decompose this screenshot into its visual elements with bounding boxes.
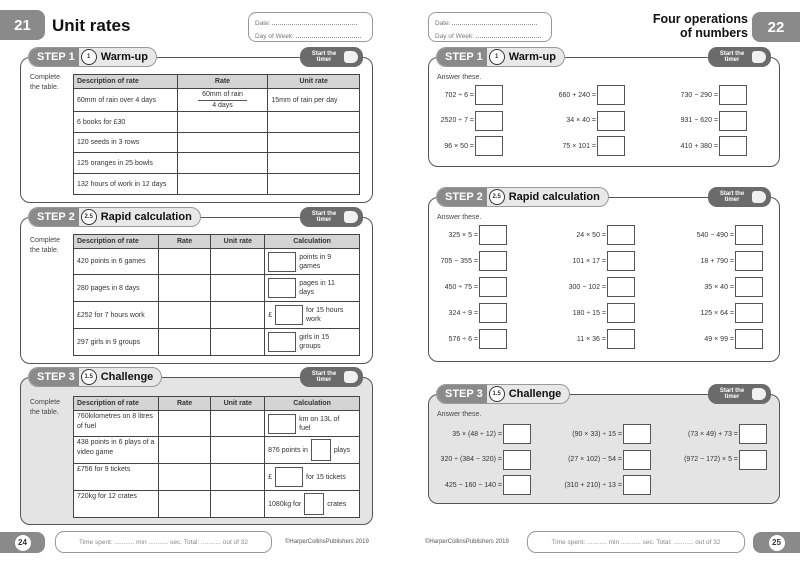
description-cell: 125 oranges in 25 bowls bbox=[74, 153, 178, 174]
rate-cell[interactable] bbox=[158, 275, 211, 302]
answer-box[interactable] bbox=[719, 136, 747, 156]
equation bbox=[448, 225, 507, 245]
stopwatch-icon: 1.5 bbox=[81, 369, 97, 385]
calculation bbox=[268, 414, 356, 434]
rate-cell[interactable] bbox=[158, 464, 211, 491]
timer-label: Start the timer bbox=[311, 370, 337, 383]
equation bbox=[572, 424, 651, 444]
time-spent-box[interactable]: Time spent: ........... min ........... sec. Total: ........... out of 32 bbox=[55, 531, 272, 553]
equation-text: 425 − 160 − 140 = bbox=[444, 481, 502, 489]
answer-box[interactable] bbox=[735, 225, 763, 245]
description-cell: £252 for 7 hours work bbox=[74, 302, 159, 329]
unit-rate-cell[interactable] bbox=[211, 329, 265, 356]
table-row bbox=[74, 89, 360, 112]
calc-suffix: plays bbox=[333, 446, 351, 454]
stopwatch-icon: 1.5 bbox=[489, 386, 505, 402]
answer-box[interactable] bbox=[275, 305, 303, 325]
stopwatch-icon: 2.5 bbox=[81, 209, 97, 225]
start-timer-button[interactable] bbox=[300, 367, 363, 387]
answer-box[interactable] bbox=[739, 450, 767, 470]
equation bbox=[563, 136, 625, 156]
calc-prefix: £ bbox=[268, 473, 273, 481]
equation-text: 540 − 490 = bbox=[696, 231, 734, 239]
date-field[interactable] bbox=[452, 24, 537, 25]
step-header bbox=[436, 384, 570, 404]
column-header: Description of rate bbox=[74, 75, 178, 89]
equation bbox=[568, 450, 651, 470]
page-number: 25 bbox=[769, 535, 785, 551]
equation bbox=[444, 136, 503, 156]
answer-box[interactable] bbox=[268, 414, 296, 434]
step-header bbox=[28, 207, 201, 227]
equation-text: 24 × 50 = bbox=[576, 231, 606, 239]
step-label: STEP 3 bbox=[437, 385, 487, 403]
step-label: STEP 2 bbox=[29, 208, 79, 226]
equation-text: 325 × 5 = bbox=[448, 231, 478, 239]
calculation-cell bbox=[265, 275, 360, 302]
step-header bbox=[28, 47, 157, 67]
equation-text: 730 − 290 = bbox=[680, 91, 718, 99]
calc-suffix: km on 13L of fuel bbox=[299, 415, 340, 432]
step-name: Challenge bbox=[508, 388, 562, 400]
unit-rate-cell[interactable] bbox=[268, 133, 360, 153]
answer-box[interactable] bbox=[607, 303, 635, 323]
calc-prefix: 1080kg for bbox=[268, 500, 302, 508]
equation bbox=[704, 329, 763, 349]
date-box: Date: Day of Week: bbox=[248, 12, 373, 42]
calc-suffix: girls in 15 groups bbox=[299, 334, 330, 350]
unit-rate-cell[interactable] bbox=[211, 491, 265, 518]
stopwatch-icon: 1 bbox=[489, 49, 505, 65]
table-row bbox=[74, 329, 360, 356]
equation bbox=[441, 251, 507, 271]
answer-box[interactable] bbox=[597, 85, 625, 105]
equation bbox=[559, 85, 625, 105]
rate-fraction bbox=[181, 90, 265, 111]
table-row bbox=[74, 275, 360, 302]
calc-prefix: £ bbox=[268, 311, 273, 319]
column-header: Rate bbox=[158, 397, 211, 411]
calculation bbox=[268, 332, 356, 352]
equation-text: 34 × 40 = bbox=[566, 117, 596, 124]
answer-box[interactable] bbox=[475, 136, 503, 156]
step-label: STEP 2 bbox=[437, 188, 487, 206]
equation bbox=[452, 424, 531, 444]
unit-rate-cell[interactable] bbox=[268, 153, 360, 174]
equation-text: 125 × 64 = bbox=[700, 309, 734, 317]
equation-text: (972 − 172) × 5 = bbox=[684, 456, 738, 463]
instruction: Complete the table. bbox=[30, 74, 60, 91]
date-box: Date: Day of Week: bbox=[428, 12, 552, 42]
calc-suffix: for 15 tickets bbox=[306, 473, 346, 481]
page-number: 24 bbox=[15, 535, 31, 551]
page-title: Four operations of numbers bbox=[652, 12, 748, 40]
equation bbox=[564, 475, 651, 495]
equation-text: 35 × (48 ÷ 12) = bbox=[452, 430, 502, 438]
answer-box[interactable] bbox=[719, 85, 747, 105]
description-cell: 120 seeds in 3 rows bbox=[74, 133, 178, 153]
answer-box[interactable] bbox=[475, 111, 503, 131]
description-cell: £756 for 9 tickets bbox=[74, 464, 159, 491]
answer-box[interactable] bbox=[607, 251, 635, 271]
calculation bbox=[268, 439, 356, 461]
equation bbox=[681, 136, 747, 156]
calc-prefix: 876 points in bbox=[268, 446, 308, 454]
pointing-hand-icon bbox=[344, 371, 358, 383]
stopwatch-icon: 1 bbox=[81, 49, 97, 65]
unit-rate-cell[interactable] bbox=[268, 112, 360, 133]
calc-suffix: points in 9 games bbox=[299, 253, 332, 270]
step-label: STEP 1 bbox=[29, 48, 79, 66]
answer-box[interactable] bbox=[503, 424, 531, 444]
answer-box[interactable] bbox=[503, 475, 531, 495]
description-cell: 720kg for 12 crates bbox=[74, 491, 159, 518]
equation bbox=[701, 303, 763, 323]
equation bbox=[573, 303, 635, 323]
equation-text: 35 × 40 = bbox=[704, 283, 734, 291]
description-cell: 438 points in 6 plays of a video game bbox=[74, 437, 159, 464]
step-name: Rapid calculation bbox=[508, 191, 600, 203]
rate-cell[interactable] bbox=[177, 112, 268, 133]
calculation bbox=[268, 252, 356, 272]
table-row bbox=[74, 133, 360, 153]
answer-box[interactable] bbox=[739, 424, 767, 444]
equation-text: 576 ÷ 6 = bbox=[448, 335, 478, 343]
answer-box[interactable] bbox=[268, 252, 296, 272]
step-name: Warm-up bbox=[100, 51, 148, 63]
equation bbox=[445, 85, 503, 105]
calculation bbox=[268, 493, 356, 515]
start-timer-button[interactable] bbox=[300, 207, 363, 227]
column-header: Unit rate bbox=[211, 235, 265, 249]
page-number-tab bbox=[753, 532, 800, 553]
answer-box[interactable] bbox=[268, 332, 296, 352]
calc-suffix: for 15 hours work bbox=[306, 307, 344, 323]
equation-text: (27 × 102) − 54 = bbox=[568, 456, 622, 463]
step-name: Warm-up bbox=[508, 51, 556, 63]
column-header: Rate bbox=[158, 235, 211, 249]
answer-box[interactable] bbox=[607, 329, 635, 349]
stopwatch-icon: 2.5 bbox=[489, 189, 505, 205]
timer-label: Start the timer bbox=[311, 50, 337, 63]
rates-table bbox=[73, 396, 360, 518]
calc-suffix: crates bbox=[327, 500, 347, 508]
step-header bbox=[436, 187, 609, 207]
rate-cell[interactable] bbox=[177, 89, 268, 112]
answer-box[interactable] bbox=[479, 225, 507, 245]
answer-box[interactable] bbox=[735, 251, 763, 271]
equation bbox=[566, 111, 625, 131]
instruction: Answer these. bbox=[437, 74, 482, 81]
equation bbox=[449, 303, 507, 323]
answer-box[interactable] bbox=[623, 475, 651, 495]
rate-cell[interactable] bbox=[158, 411, 211, 437]
copyright: ©HarperCollinsPublishers 2019 bbox=[425, 539, 509, 545]
answer-box[interactable] bbox=[735, 303, 763, 323]
equation-text: 320 ÷ (384 − 320) = bbox=[440, 456, 502, 463]
answer-box[interactable] bbox=[623, 450, 651, 470]
equation-text: 180 ÷ 15 = bbox=[572, 309, 606, 317]
rate-cell[interactable] bbox=[158, 491, 211, 518]
answer-box[interactable] bbox=[719, 111, 747, 131]
unit-rate-cell[interactable] bbox=[211, 249, 265, 275]
answer-box[interactable] bbox=[479, 251, 507, 271]
table-row bbox=[74, 491, 360, 518]
rate-cell[interactable] bbox=[177, 153, 268, 174]
calculation-cell bbox=[265, 302, 360, 329]
instruction: Complete the table. bbox=[30, 399, 60, 416]
unit-rate-cell[interactable] bbox=[211, 411, 265, 437]
description-cell: 6 books for £30 bbox=[74, 112, 178, 133]
equation-text: 705 − 355 = bbox=[440, 257, 478, 265]
equation-text: 660 + 240 = bbox=[558, 91, 596, 99]
unit-rate-cell[interactable] bbox=[211, 302, 265, 329]
calculation-cell bbox=[265, 411, 360, 437]
calc-suffix: pages in 11 days bbox=[299, 280, 335, 296]
column-header: Unit rate bbox=[268, 75, 360, 89]
rate-cell[interactable] bbox=[158, 437, 211, 464]
answer-box[interactable] bbox=[275, 467, 303, 487]
answer-box[interactable] bbox=[597, 136, 625, 156]
unit-number-tab: 22 bbox=[752, 12, 800, 42]
page-number-tab bbox=[0, 532, 45, 553]
equation-text: 702 ÷ 6 = bbox=[444, 91, 474, 99]
equation-text: 18 + 790 = bbox=[700, 257, 734, 265]
answer-box[interactable] bbox=[607, 225, 635, 245]
equation-text: (310 + 210) ÷ 13 = bbox=[564, 481, 622, 489]
date-field[interactable] bbox=[272, 24, 357, 25]
table-row bbox=[74, 112, 360, 133]
unit-rate-cell[interactable] bbox=[211, 464, 265, 491]
answer-box[interactable] bbox=[479, 329, 507, 349]
equation bbox=[573, 251, 635, 271]
table-row bbox=[74, 464, 360, 491]
equation bbox=[445, 277, 507, 297]
table-row bbox=[74, 153, 360, 174]
calculation-cell bbox=[265, 249, 360, 275]
calculation-cell bbox=[265, 464, 360, 491]
step-name: Rapid calculation bbox=[100, 211, 192, 223]
instruction: Complete the table. bbox=[30, 237, 60, 254]
equation-text: (90 × 33) ÷ 15 = bbox=[572, 430, 622, 438]
pointing-hand-icon bbox=[752, 191, 766, 203]
instruction: Answer these. bbox=[437, 214, 482, 221]
equation bbox=[569, 277, 635, 297]
rate-cell[interactable] bbox=[177, 174, 268, 195]
unit-rate-cell[interactable] bbox=[268, 174, 360, 195]
table-row bbox=[74, 249, 360, 275]
day-field[interactable] bbox=[296, 37, 361, 38]
rate-cell[interactable] bbox=[177, 133, 268, 153]
equation-text: 300 − 102 = bbox=[568, 283, 606, 291]
start-timer-button[interactable] bbox=[708, 47, 771, 67]
pointing-hand-icon bbox=[752, 388, 766, 400]
column-header: Unit rate bbox=[211, 397, 265, 411]
equation-text: 75 × 101 = bbox=[562, 142, 596, 150]
description-cell: 280 pages in 8 days bbox=[74, 275, 159, 302]
equation-text: 101 × 17 = bbox=[572, 257, 606, 265]
table-row bbox=[74, 302, 360, 329]
answer-box[interactable] bbox=[479, 277, 507, 297]
calculation bbox=[268, 305, 356, 325]
rate-cell[interactable] bbox=[158, 329, 211, 356]
table-row bbox=[74, 174, 360, 195]
timer-label: Start the timer bbox=[719, 387, 745, 400]
step-header bbox=[28, 367, 162, 387]
equation bbox=[577, 329, 635, 349]
start-timer-button[interactable] bbox=[708, 384, 771, 404]
instruction: Answer these. bbox=[437, 411, 482, 418]
equation bbox=[704, 277, 763, 297]
day-field[interactable] bbox=[476, 37, 541, 38]
equation-text: 931 − 620 = bbox=[680, 117, 718, 124]
timer-label: Start the timer bbox=[719, 50, 745, 63]
start-timer-button[interactable] bbox=[708, 187, 771, 207]
answer-box[interactable] bbox=[597, 111, 625, 131]
unit-number-tab: 21 bbox=[0, 10, 45, 40]
answer-box[interactable] bbox=[311, 439, 331, 461]
description-cell: 420 points in 6 games bbox=[74, 249, 159, 275]
column-header: Calculation bbox=[265, 397, 360, 411]
equation bbox=[449, 329, 507, 349]
equation-text: 49 × 99 = bbox=[704, 335, 734, 343]
step-header bbox=[436, 47, 565, 67]
answer-box[interactable] bbox=[735, 277, 763, 297]
answer-box[interactable] bbox=[735, 329, 763, 349]
answer-box[interactable] bbox=[607, 277, 635, 297]
timer-label: Start the timer bbox=[311, 210, 337, 223]
description-cell: 760kilometres on 8 litres of fuel bbox=[74, 411, 159, 437]
step-name: Challenge bbox=[100, 371, 154, 383]
description-cell: 132 hours of work in 12 days bbox=[74, 174, 178, 195]
equation bbox=[445, 475, 531, 495]
numerator: 60mm of rain bbox=[198, 90, 247, 101]
answer-box[interactable] bbox=[475, 85, 503, 105]
unit-rate-cell[interactable] bbox=[211, 275, 265, 302]
unit-rate-cell[interactable]: 15mm of rain per day bbox=[268, 89, 360, 112]
description-cell: 60mm of rain over 4 days bbox=[74, 89, 178, 112]
calculation-cell bbox=[265, 491, 360, 518]
timer-label: Start the timer bbox=[719, 190, 745, 203]
equation-text: 324 ÷ 9 = bbox=[448, 309, 478, 317]
calculation bbox=[268, 467, 356, 487]
answer-box[interactable] bbox=[503, 450, 531, 470]
table-row bbox=[74, 437, 360, 464]
equation bbox=[681, 111, 747, 131]
equation bbox=[441, 450, 531, 470]
equation bbox=[697, 225, 763, 245]
column-header: Rate bbox=[177, 75, 268, 89]
step-label: STEP 1 bbox=[437, 48, 487, 66]
denominator: 4 days bbox=[212, 101, 233, 109]
equation bbox=[684, 450, 767, 470]
equation-text: 96 × 50 = bbox=[444, 142, 474, 150]
column-header: Description of rate bbox=[74, 397, 159, 411]
equation-text: (73 × 49) + 73 = bbox=[687, 430, 738, 438]
answer-box[interactable] bbox=[268, 278, 296, 298]
unit-rate-cell[interactable] bbox=[211, 437, 265, 464]
table-row bbox=[74, 411, 360, 437]
rates-table bbox=[73, 234, 360, 356]
answer-box[interactable] bbox=[304, 493, 324, 515]
equation-text: 2520 ÷ 7 = bbox=[440, 117, 474, 124]
equation bbox=[688, 424, 767, 444]
answer-box[interactable] bbox=[623, 424, 651, 444]
equation-text: 450 ÷ 75 = bbox=[444, 283, 478, 291]
rate-cell[interactable] bbox=[158, 249, 211, 275]
time-spent-box[interactable]: Time spent: ........... min ........... sec. Total: ........... out of 32 bbox=[527, 531, 745, 553]
step-label: STEP 3 bbox=[29, 368, 79, 386]
calculation-cell bbox=[265, 437, 360, 464]
answer-box[interactable] bbox=[479, 303, 507, 323]
pointing-hand-icon bbox=[344, 51, 358, 63]
equation bbox=[701, 251, 763, 271]
equation bbox=[681, 85, 747, 105]
column-header: Description of rate bbox=[74, 235, 159, 249]
copyright: ©HarperCollinsPublishers 2019 bbox=[285, 539, 369, 545]
calculation-cell bbox=[265, 329, 360, 356]
calculation bbox=[268, 278, 356, 298]
description-cell: 297 girls in 9 groups bbox=[74, 329, 159, 356]
equation-text: 11 × 36 = bbox=[576, 335, 606, 343]
start-timer-button[interactable] bbox=[300, 47, 363, 67]
page-title: Unit rates bbox=[52, 16, 131, 35]
pointing-hand-icon bbox=[344, 211, 358, 223]
column-header: Calculation bbox=[265, 235, 360, 249]
equation bbox=[576, 225, 635, 245]
rates-table bbox=[73, 74, 360, 195]
pointing-hand-icon bbox=[752, 51, 766, 63]
equation-text: 410 + 380 = bbox=[680, 142, 718, 150]
rate-cell[interactable] bbox=[158, 302, 211, 329]
equation bbox=[441, 111, 503, 131]
